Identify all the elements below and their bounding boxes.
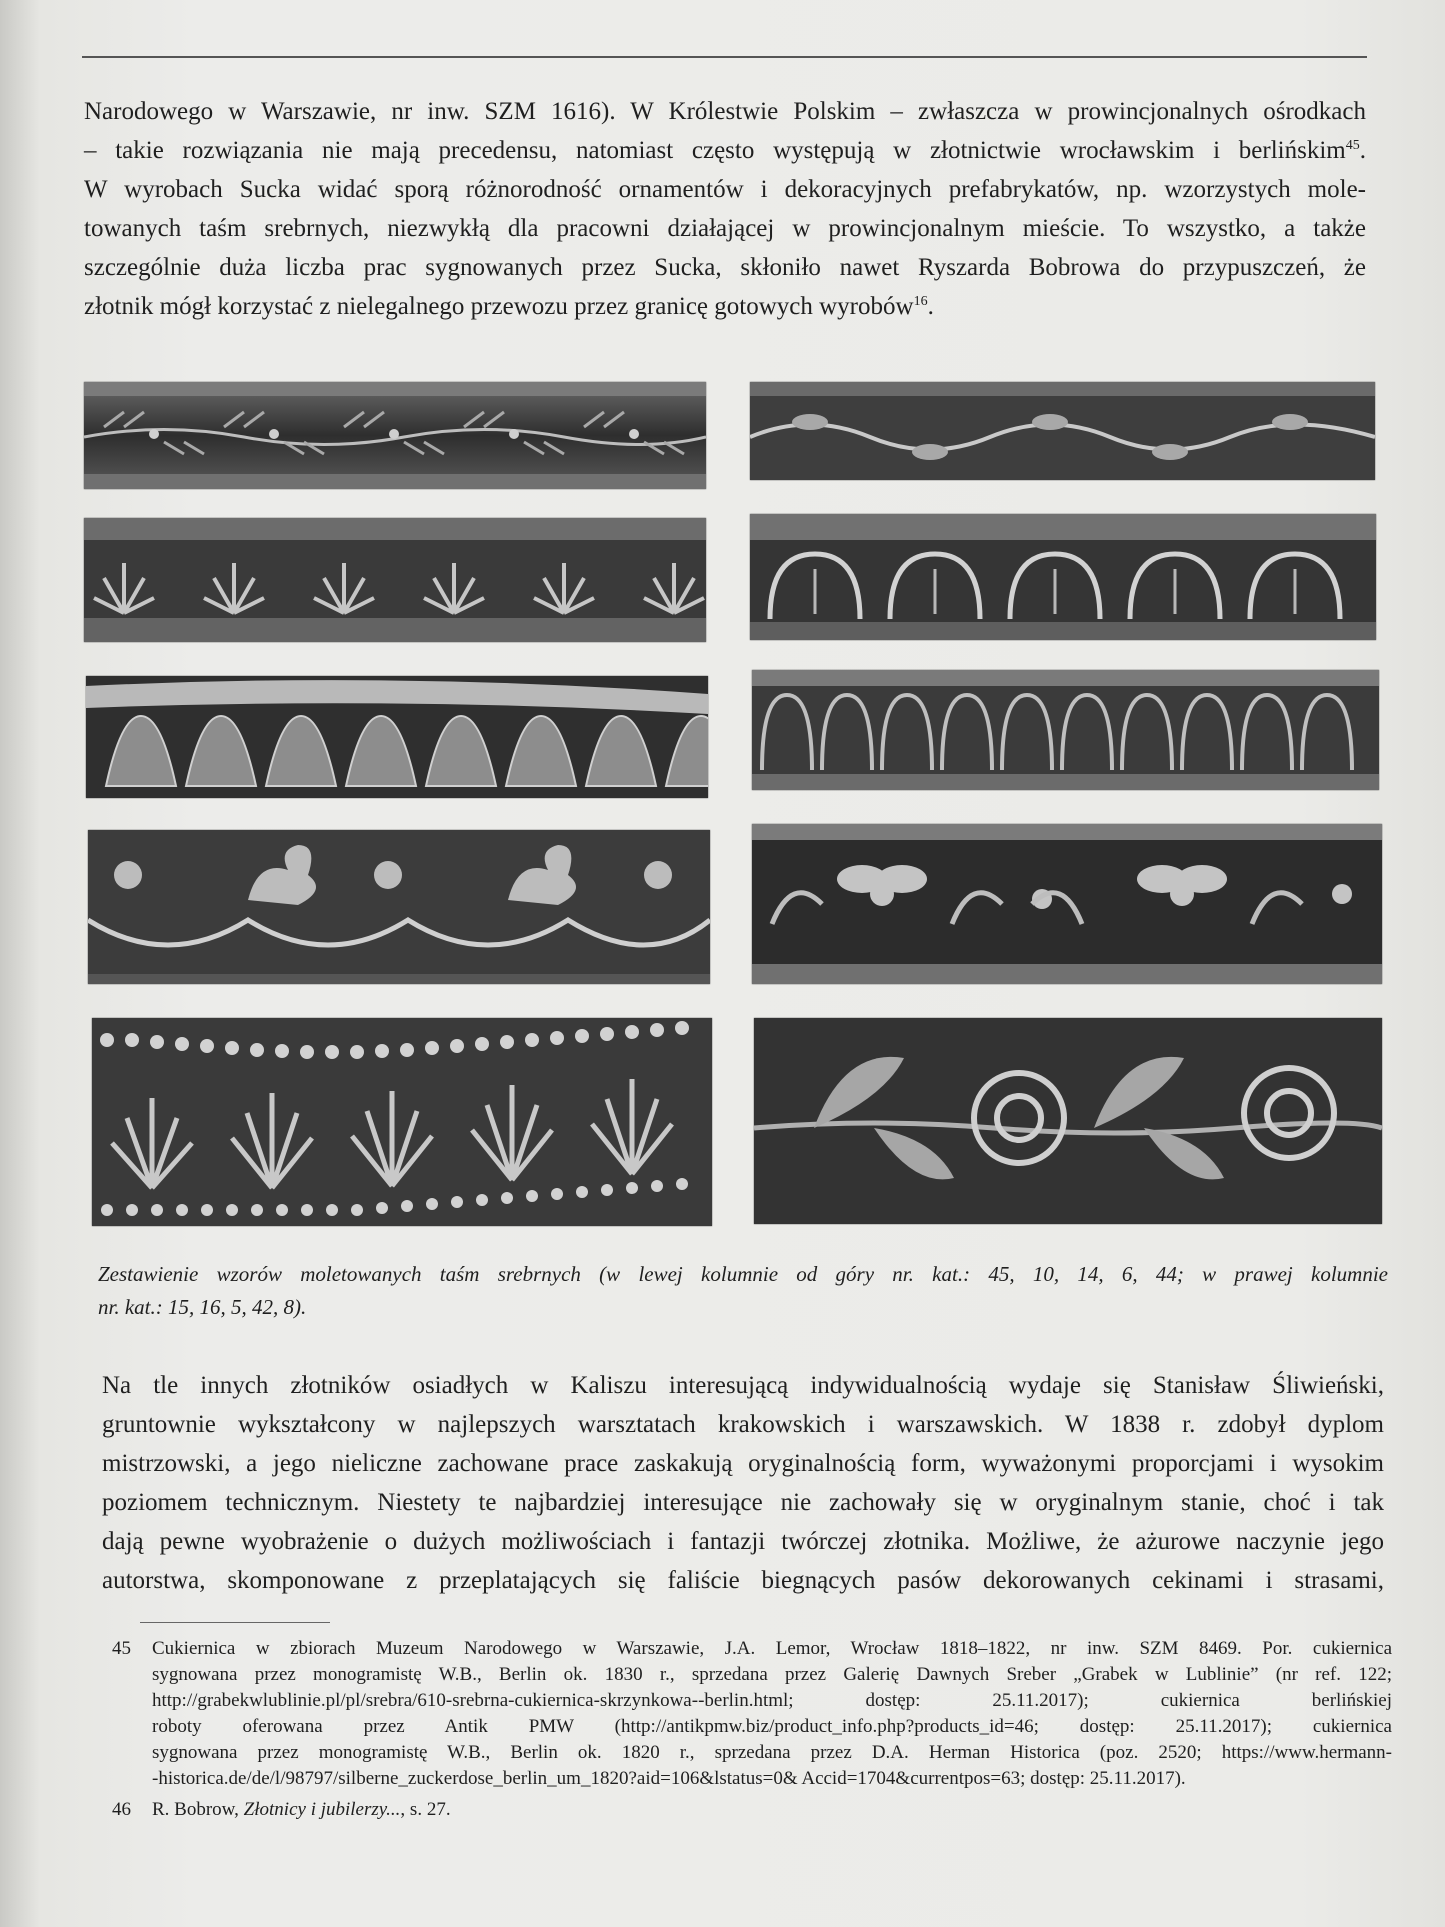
footnote-text [152,1636,1392,1792]
text-line: szczególnie duża liczba prac sygnowanych przez Sucka, skłoniło nawet Ryszarda Bobrowa do przypuszczeń, że [84,254,1366,281]
text-run: , s. 27. [400,1799,451,1820]
footnote-text [152,1797,1392,1823]
footnote-link-line[interactable]: -historica.de/de/l/98797/silberne_zuckerdose_berlin_um_1820?aid=106&lstatus=0& Accid=1704&currentpos=63; dostęp: 25.11.2017). [152,1768,1186,1789]
text-run: złotnik mógł korzystać z nielegalnego przewozu przez granicę gotowych wyrobów [84,293,914,320]
text-line: dają pewne wyobrażenie o dużych możliwościach i fantazji twórczej złotnika. Możliwe, że ażurowe naczynie jego [102,1528,1384,1555]
plate-lancet-leaf-band [752,670,1379,790]
caption-line: Zestawienie wzorów moletowanych taśm srebrnych (w lewej kolumnie od góry nr. kat.: 45, 10, 14, 6, 44; w prawej kolumnie [98,1262,1388,1286]
footnote-rule [140,1622,330,1623]
text-line: mistrzowski, a jego nieliczne zachowane prace zaskakują oryginalnością form, wyważonymi proporcjami i wysokim [102,1450,1384,1477]
text-line [84,287,1366,326]
text-line: Na tle innych złotników osiadłych w Kaliszu interesującą indywidualnością wydaje się Stanisław Śliwieński, [102,1372,1384,1399]
plate-flame-leaf-band [86,676,708,798]
plate-palmette-band [84,518,706,642]
text-line: W wyrobach Sucka widać sporą różnorodność ornamentów i dekoracyjnych prefabrykatów, np. wzorzystych mole- [84,176,1366,203]
text-line: autorstwa, skomponowane z przeplatających się faliście biegnących pasów dekorowanych cekinami i strasami, [102,1567,1384,1594]
text-run: R. Bobrow, [152,1799,244,1820]
text-line: gruntownie wykształcony w najlepszych warsztatach krakowskich i warszawskich. W 1838 r. zdobył dyplom [102,1411,1384,1438]
body-paragraph-top [84,92,1366,326]
header-rule [82,56,1367,58]
text-run: . [1359,137,1366,164]
plate-swan-garland-band [88,830,710,984]
plate-acanthus-scroll-band [750,382,1375,480]
footnote-number: 45 [112,1638,131,1659]
footnote-line: sygnowana przez monogramistę W.B., Berlin ok. 1830 r., sprzedana przez Galerię Dawnych Sreber „Grabek w Lublinie” (nr ref. 122; [152,1664,1392,1685]
book-title: Złotnicy i jubilerzy... [243,1799,401,1820]
plate-laurel-band [84,382,706,489]
plate-beaded-anthemion-band [92,1018,712,1226]
footnote-ref-45[interactable]: 45 [1345,138,1360,153]
caption-line: nr. kat.: 15, 16, 5, 42, 8). [98,1295,307,1319]
text-line [84,131,1366,170]
plate-arched-palmette-band [750,514,1376,640]
footnote-link-line[interactable]: sygnowana przez monogramistę W.B., Berlin ok. 1820 r., sprzedana przez D.A. Herman Historica (poz. 2520; https://www.hermann- [152,1742,1392,1763]
footnote-line [152,1797,1392,1823]
footnote-link-line[interactable]: http://grabekwlublinie.pl/pl/srebra/610-srebrna-cukiernica-skrzynkowa--berlin.html; dostęp: 25.11.2017); cukiernica berlińskiej [152,1690,1392,1711]
plate-flower-volute-band [752,824,1382,984]
text-line: Narodowego w Warszawie, nr inw. SZM 1616). W Królestwie Polskim – zwłaszcza w prowincjonalnych ośrodkach [84,98,1366,125]
footnote-line: Cukiernica w zbiorach Muzeum Narodowego w Warszawie, J.A. Lemor, Wrocław 1818–1822, nr inw. SZM 8469. Por. cukiernica [152,1638,1392,1659]
footnote-ref-46[interactable]: 16 [913,294,928,309]
text-line: towanych taśm srebrnych, niezwykłą dla pracowni działającej w prowincjonalnym mieście. To wszystko, a także [84,215,1366,242]
figure-caption [98,1258,1388,1324]
footnote-link-line[interactable]: roboty oferowana przez Antik PMW (http://antikpmw.biz/product_info.php?products_id=46; dostęp: 25.11.2017); cukiernica [152,1716,1392,1737]
footnote-number: 46 [112,1799,131,1820]
text-run: . [927,293,934,320]
body-paragraph-bottom [102,1366,1384,1600]
plate-rosette-foliage-band [754,1018,1382,1224]
text-line: poziomem technicznym. Niestety te najbardziej interesujące nie zachowały się w oryginalnym stanie, choć i tak [102,1489,1384,1516]
text-run: – takie rozwiązania nie mają precedensu, natomiast często występują w złotnictwie wrocławskim i berlińskim [84,137,1346,164]
